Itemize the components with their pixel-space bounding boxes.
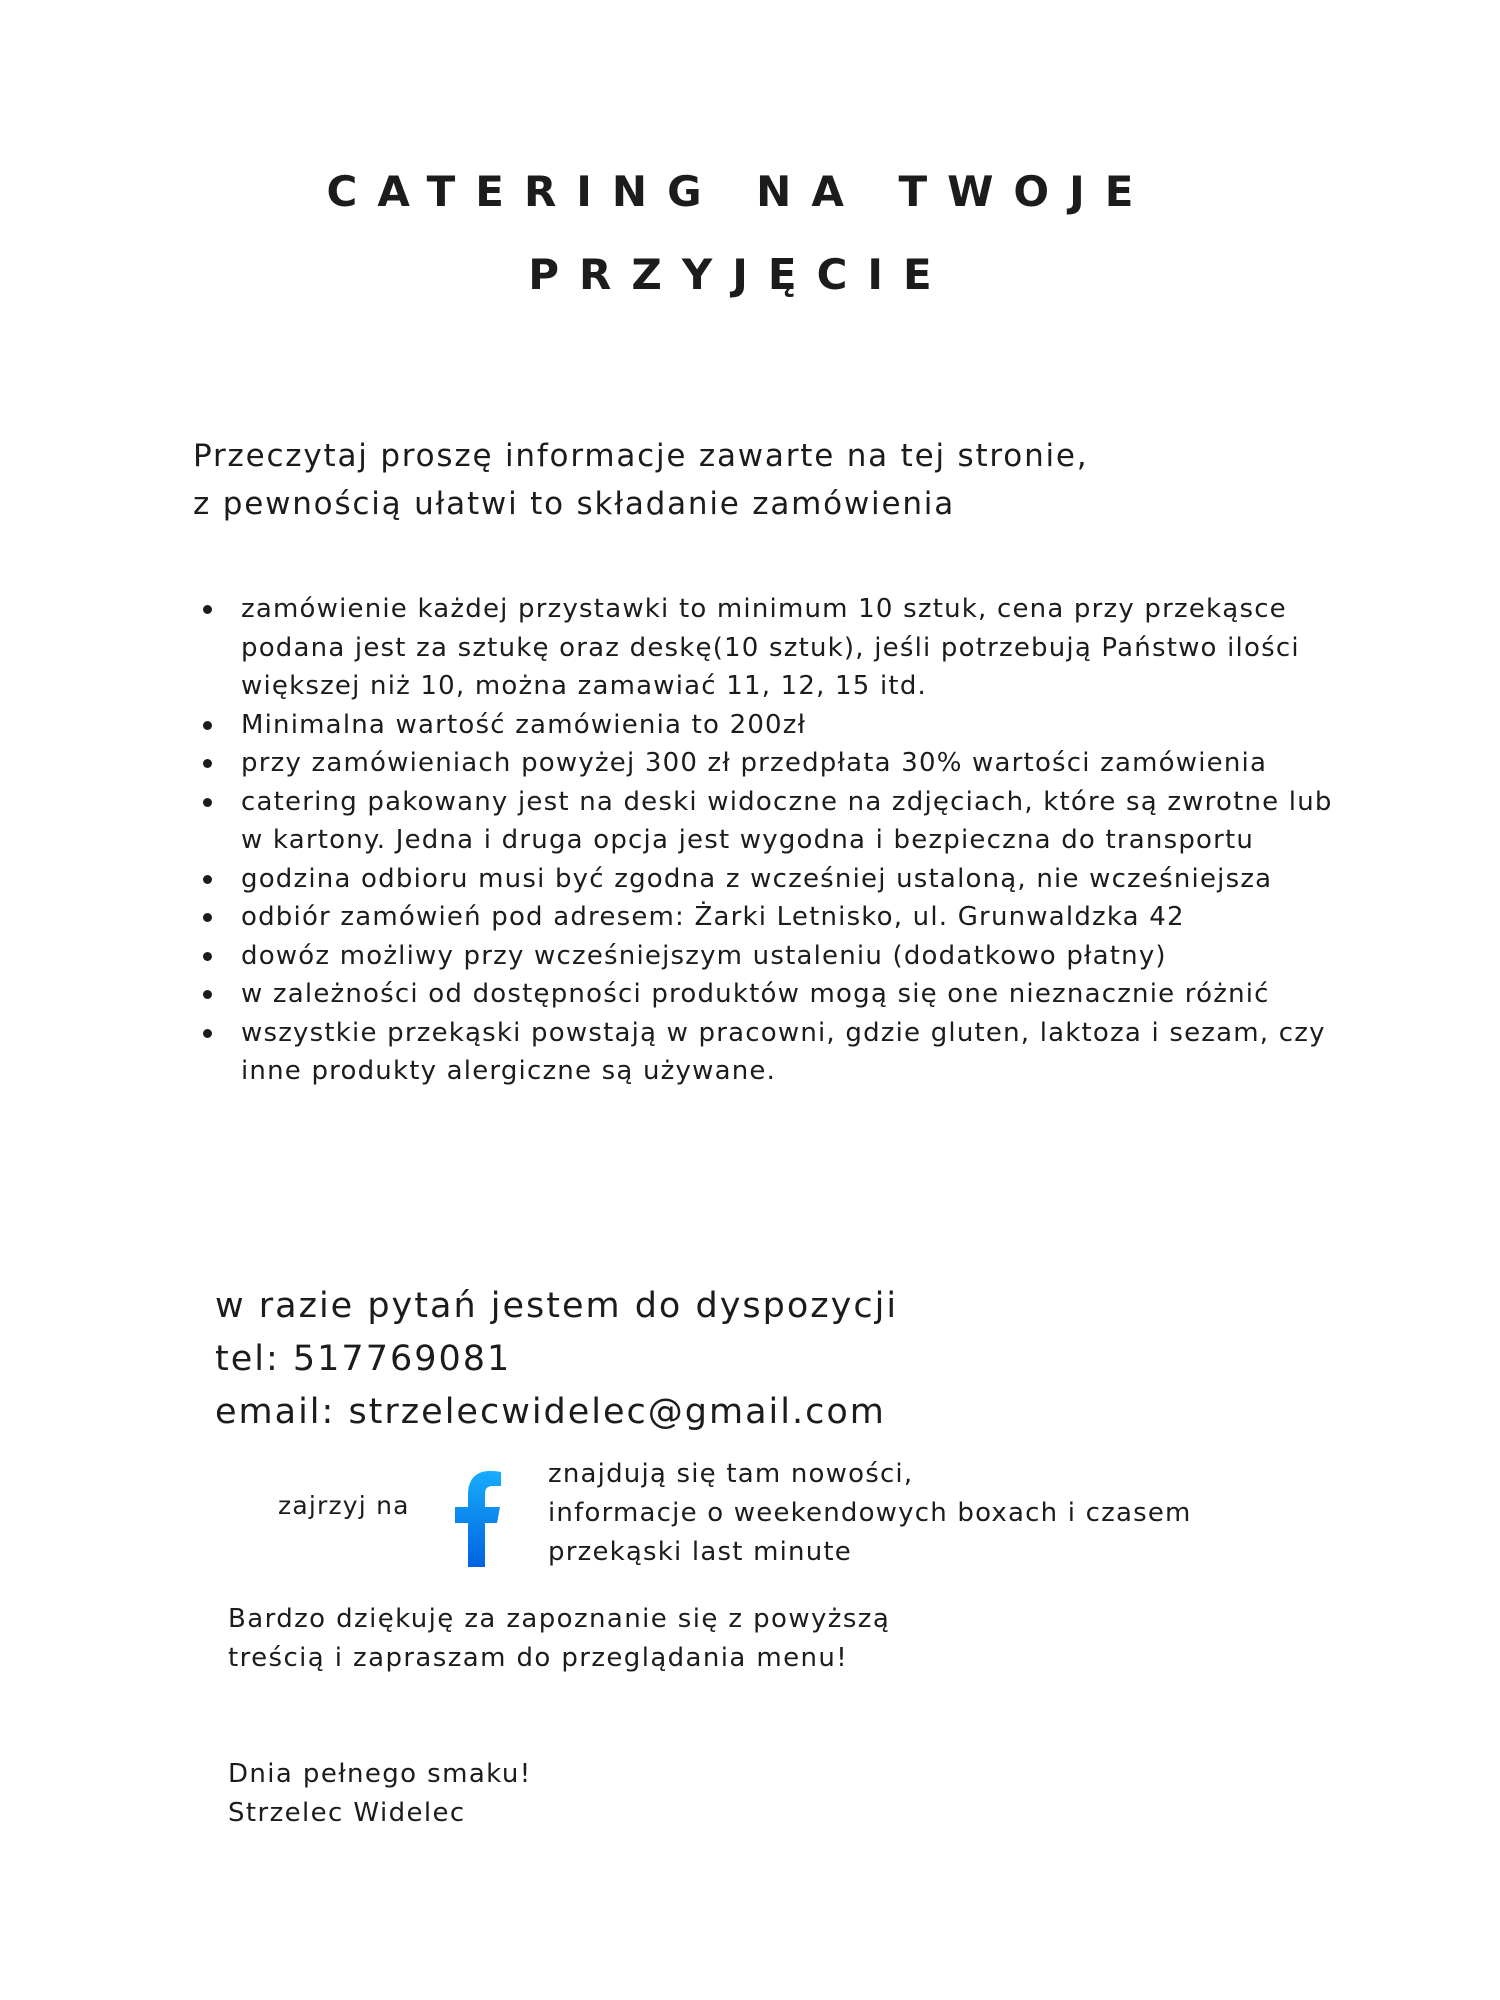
rule-item	[203, 898, 1353, 937]
rule-item	[203, 783, 1353, 860]
facebook-icon[interactable]	[455, 1471, 501, 1567]
contact-email[interactable]: email: strzelecwidelec@gmail.com	[215, 1392, 886, 1432]
facebook-description	[548, 1455, 1448, 1572]
rule-text: przy zamówieniach powyżej 300 zł przedpłata 30% wartości zamówienia	[241, 748, 1268, 778]
rule-item	[203, 706, 1353, 745]
bullet-icon	[203, 605, 212, 614]
facebook-text-line: przekąski last minute	[548, 1537, 852, 1567]
rule-text: odbiór zamówień pod adresem: Żarki Letnisko, ul. Grunwaldzka 42	[241, 902, 1185, 932]
title-line-1: CATERING NA TWOJE	[326, 167, 1154, 216]
signoff-greeting: Dnia pełnego smaku!	[228, 1759, 532, 1789]
thanks-line-1: Bardzo dziękuję za zapoznanie się z powyższą	[228, 1604, 891, 1634]
contact-line: w razie pytań jestem do dyspozycji	[215, 1286, 899, 1326]
rule-item	[203, 860, 1353, 899]
rules-list	[203, 590, 1353, 1091]
rule-text: zamówienie każdej przystawki to minimum 10 sztuk, cena przy przekąsce podana jest za sztukę oraz deskę(10 sztuk), jeśli potrzebują Państwo ilości większej niż 10, można zamawiać 11, 12, 15 itd.	[241, 594, 1300, 701]
page-title	[0, 150, 1480, 316]
rule-text: godzina odbioru musi być zgodna z wcześniej ustaloną, nie wcześniejsza	[241, 863, 1273, 894]
signoff	[228, 1755, 1128, 1833]
bullet-icon	[203, 875, 212, 884]
bullet-icon	[203, 798, 212, 807]
rule-text: wszystkie przekąski powstają w pracowni, gdzie gluten, laktoza i sezam, czy inne produkty alergiczne są używane.	[241, 1017, 1326, 1086]
rule-text: Minimalna wartość zamówienia to 200zł	[241, 709, 807, 740]
rule-item	[203, 744, 1353, 783]
facebook-text-line: znajdują się tam nowości,	[548, 1459, 914, 1489]
facebook-text-line: informacje o weekendowych boxach i czasem	[548, 1498, 1192, 1528]
bullet-icon	[203, 952, 212, 961]
thanks-text	[228, 1600, 1128, 1678]
rule-item	[203, 590, 1353, 706]
intro-line-2: z pewnością ułatwi to składanie zamówienia	[193, 486, 956, 522]
intro-text	[193, 432, 1393, 528]
rule-item	[203, 937, 1353, 976]
bullet-icon	[203, 913, 212, 922]
rule-text: catering pakowany jest na deski widoczne na zdjęciach, które są zwrotne lub w kartony. Jedna i druga opcja jest wygodna i bezpieczna do transportu	[241, 786, 1333, 855]
title-line-2: PRZYJĘCIE	[528, 250, 952, 299]
contact-phone[interactable]: tel: 517769081	[215, 1339, 512, 1379]
bullet-icon	[203, 721, 212, 730]
intro-line-1: Przeczytaj proszę informacje zawarte na tej stronie,	[193, 438, 1089, 474]
rule-item	[203, 975, 1353, 1014]
rule-text: w zależności od dostępności produktów mogą się one nieznacznie różnić	[241, 979, 1270, 1009]
signoff-name: Strzelec Widelec	[228, 1798, 466, 1828]
rule-item	[203, 1014, 1353, 1091]
bullet-icon	[203, 1029, 212, 1038]
contact-info	[215, 1280, 1365, 1439]
bullet-icon	[203, 990, 212, 999]
bullet-icon	[203, 759, 212, 768]
thanks-line-2: treścią i zapraszam do przeglądania menu!	[228, 1643, 849, 1673]
rule-text: dowóz możliwy przy wcześniejszym ustaleniu (dodatkowo płatny)	[241, 940, 1167, 971]
facebook-label: zajrzyj na	[278, 1491, 410, 1520]
facebook-section	[0, 1455, 1500, 1595]
